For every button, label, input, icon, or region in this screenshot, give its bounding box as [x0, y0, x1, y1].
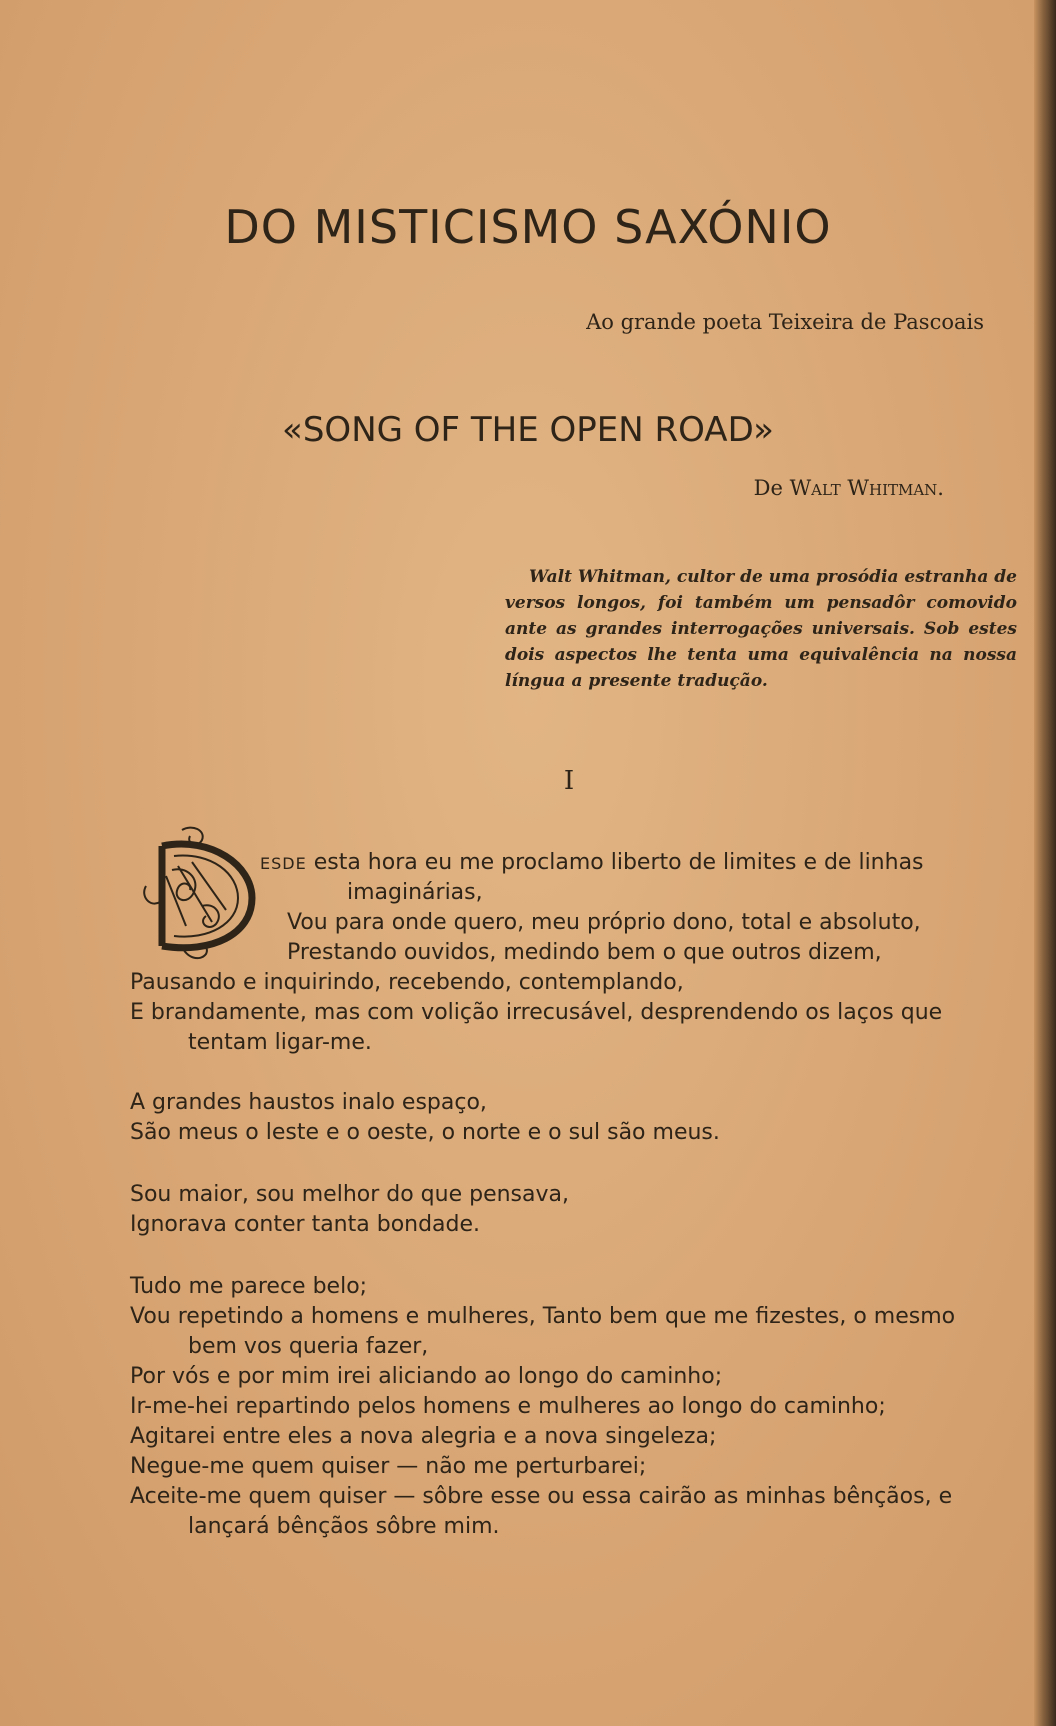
- poem-line: A grandes haustos inalo espaço,: [130, 1090, 487, 1115]
- poem-line: Negue-me quem quiser — não me perturbarei;: [130, 1454, 647, 1479]
- poem-line: Agitarei entre eles a nova alegria e a nova singeleza;: [130, 1424, 717, 1449]
- poem-line: lançará bênçãos sôbre mim.: [188, 1514, 500, 1539]
- byline-author: Walt Whitman.: [789, 476, 944, 500]
- poem-line: São meus o leste e o oeste, o norte e o sul são meus.: [130, 1120, 720, 1145]
- poem-line: Prestando ouvidos, medindo bem o que outros dizem,: [287, 940, 882, 965]
- poem-line: Tudo me parece belo;: [130, 1274, 368, 1299]
- poem-line: Aceite-me quem quiser — sôbre esse ou essa cairão as minhas bênçãos, e: [130, 1484, 953, 1509]
- ornamental-dropcap: [142, 826, 264, 966]
- intro-note: [505, 564, 1017, 694]
- poem-line: [260, 850, 924, 875]
- poem-line: Por vós e por mim irei aliciando ao longo do caminho;: [130, 1364, 723, 1389]
- byline: [754, 476, 944, 500]
- first-word-smallcaps: ESDE: [260, 854, 307, 873]
- section-number: I: [563, 766, 575, 796]
- page-title: DO MISTICISMO SAXÓNIO: [224, 200, 832, 254]
- poem-line: imaginárias,: [347, 880, 483, 905]
- poem-line: E brandamente, mas com volição irrecusável, desprendendo os laços que: [130, 1000, 943, 1025]
- book-spine-edge: [1034, 0, 1056, 1726]
- poem-line: Pausando e inquirindo, recebendo, contemplando,: [130, 970, 684, 995]
- poem-line: Ir-me-hei repartindo pelos homens e mulheres ao longo do caminho;: [130, 1394, 886, 1419]
- song-title: «SONG OF THE OPEN ROAD»: [282, 410, 774, 450]
- poem-line: Sou maior, sou melhor do que pensava,: [130, 1182, 569, 1207]
- dedication: Ao grande poeta Teixeira de Pascoais: [586, 310, 984, 334]
- poem-line: bem vos queria fazer,: [188, 1334, 429, 1359]
- poem-line: Ignorava conter tanta bondade.: [130, 1212, 481, 1237]
- poem-line: Vou para onde quero, meu próprio dono, total e absoluto,: [287, 910, 921, 935]
- poem-line: tentam ligar-me.: [188, 1030, 372, 1055]
- poem-line: Vou repetindo a homens e mulheres, Tanto bem que me fizestes, o mesmo: [130, 1304, 956, 1329]
- poem-line-text: esta hora eu me proclamo liberto de limites e de linhas: [313, 850, 924, 875]
- byline-prefix: De: [753, 476, 790, 500]
- intro-text: Walt Whitman, cultor de uma prosódia estranha de versos longos, foi também um pensadôr comovido ante as grandes interrogações universais. Sob estes dois aspectos lhe tenta uma equivalência na nossa língua a presente tradução.: [505, 567, 1017, 691]
